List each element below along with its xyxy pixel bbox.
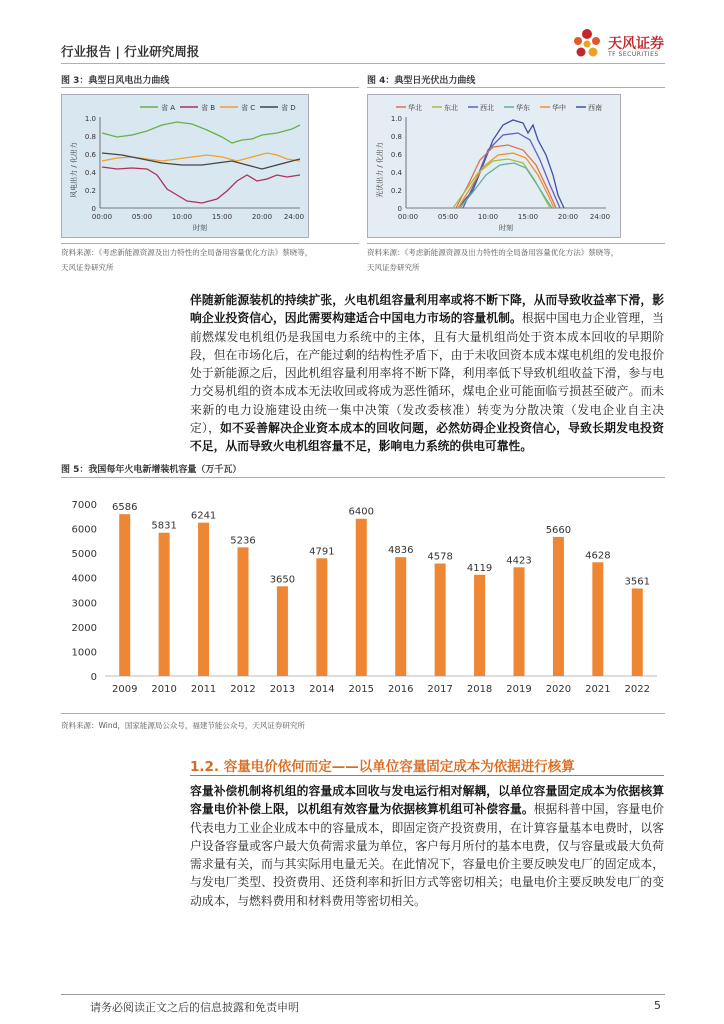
fig5-data-label: 4791 bbox=[309, 546, 335, 558]
fig5-xtick-label: 2019 bbox=[506, 684, 532, 695]
section-title-underline bbox=[190, 775, 664, 776]
company-logo-name: 天风证券 bbox=[608, 36, 664, 52]
paragraph1-bold-lead: 伴随新能源装机的持续扩张，火电机组容量利用率或将不断下降，从而导致收益率下滑，影响企业投资信心，因此需要构建适合中国电力市场的容量机制。 bbox=[190, 293, 664, 326]
fig5-data-label: 6586 bbox=[111, 502, 138, 514]
fig5-ytick-label: 5000 bbox=[71, 549, 97, 561]
fig4-ytick: 0.6 bbox=[390, 151, 402, 159]
fig3-ytick: 0.8 bbox=[84, 133, 96, 141]
fig4-ytick: 0.8 bbox=[390, 133, 402, 141]
paragraph-capacity-price bbox=[190, 782, 664, 910]
fig3-legend-c: 省 C bbox=[241, 104, 256, 112]
fig3-legend-d: 省 D bbox=[281, 104, 296, 112]
fig5-ytick-label: 7000 bbox=[71, 500, 97, 511]
fig3-ytick: 0 bbox=[91, 205, 96, 213]
fig5-title-divider bbox=[61, 477, 665, 478]
paragraph1-body: 根据中国电力企业管理，当前燃煤发电机组仍是我国电力系统中的主体，且有大量机组尚处于资本成本回收的早期阶段，但在市场化后，在产能过剩的结构性矛盾下，由于未收回资本成本煤电机组的发电报价处于新能源之后，因此机组容量利用率将不断下降，利用率低下导致机组收益下滑，参与电力交易机组的资本成本无法收回或将成为恶性循环，煤电企业可能面临亏损甚至破产。而未来新的电力设施建设由统一集中决策（发改委核准）转变为分散决策（发电企业自主决定）， bbox=[190, 311, 664, 436]
fig5-ytick-label: 2000 bbox=[71, 622, 97, 634]
fig5-bottom-divider bbox=[61, 713, 665, 714]
fig4-legend-huadong: 华东 bbox=[516, 104, 530, 112]
fig5-xtick-label: 2010 bbox=[151, 684, 177, 695]
fig5-bar bbox=[119, 514, 130, 676]
fig4-ytick: 1.0 bbox=[390, 115, 402, 123]
fig3-ylabel: 风电出力 / 化出力 bbox=[70, 142, 78, 198]
fig3-xtick: 00:00 bbox=[91, 213, 113, 221]
fig5-xtick-label: 2013 bbox=[269, 684, 296, 695]
fig5-xtick-label: 2014 bbox=[309, 684, 335, 695]
fig5-bar bbox=[356, 519, 367, 676]
fig4-source bbox=[367, 245, 665, 275]
fig5-ytick-label: 1000 bbox=[71, 647, 97, 659]
fig3-title: 图 3：典型日风电出力曲线 bbox=[61, 76, 170, 86]
fig5-xtick-label: 2020 bbox=[545, 684, 572, 695]
page-number: 5 bbox=[654, 999, 661, 1012]
report-header: 行业报告 | 行业研究周报 bbox=[61, 44, 200, 59]
fig5-bar bbox=[553, 537, 564, 676]
fig5-xtick-label: 2018 bbox=[466, 684, 493, 695]
fig3-xtick: 15:00 bbox=[211, 213, 233, 221]
fig3-xtick: 10:00 bbox=[171, 213, 193, 221]
fig4-title: 图 4：典型日光伏出力曲线 bbox=[367, 76, 476, 86]
fig5-ytick-label: 4000 bbox=[71, 573, 97, 585]
fig5-xtick-label: 2015 bbox=[348, 684, 375, 695]
company-logo-sub: TF SECURITIES bbox=[608, 51, 659, 58]
fig3-chart-svg bbox=[62, 95, 308, 237]
fig3-ytick: 0.4 bbox=[84, 169, 96, 177]
fig5-bar bbox=[159, 533, 170, 676]
fig5-source: 资料来源：Wind，国家能源局公众号，福建节能公众号，天风证券研究所 bbox=[61, 721, 305, 730]
header-divider bbox=[61, 63, 665, 64]
fig5-bar bbox=[277, 586, 288, 676]
fig5-data-label: 4628 bbox=[585, 550, 611, 562]
fig5-data-label: 4578 bbox=[427, 551, 453, 563]
fig5-xtick-label: 2017 bbox=[427, 684, 453, 695]
fig5-bar bbox=[592, 562, 603, 676]
fig4-legend-xibei: 西北 bbox=[480, 104, 494, 112]
paragraph1-bold-tail: 如不妥善解决企业资本成本的回收问题，必然妨碍企业投资信心，导致长期发电投资不足，从而导致火电机组容量不足，影响电力系统的供电可靠性。 bbox=[190, 421, 664, 454]
fig5-bar bbox=[395, 557, 406, 676]
fig5-data-label: 5660 bbox=[545, 524, 572, 536]
fig4-xtick: 00:00 bbox=[397, 213, 419, 221]
fig3-source-line2: 天风证券研究所 bbox=[61, 263, 114, 272]
fig3-ytick: 1.0 bbox=[84, 115, 96, 123]
fig5-xtick-label: 2011 bbox=[190, 684, 217, 695]
fig4-legend-huazhong: 华中 bbox=[552, 104, 566, 112]
fig4-ytick: 0 bbox=[397, 205, 402, 213]
fig4-source-line2: 天风证券研究所 bbox=[367, 263, 420, 272]
fig5-ytick-label: 6000 bbox=[71, 524, 97, 536]
fig5-bar bbox=[316, 558, 327, 676]
fig4-xtick: 10:00 bbox=[477, 213, 499, 221]
fig5-bar-chart bbox=[61, 490, 665, 700]
fig4-xtick: 05:00 bbox=[437, 213, 459, 221]
fig4-bottom-divider bbox=[367, 243, 665, 244]
fig5-data-label: 5236 bbox=[230, 535, 256, 547]
fig5-bar bbox=[632, 589, 643, 676]
fig5-data-label: 4836 bbox=[387, 545, 414, 557]
fig5-data-label: 5831 bbox=[151, 520, 177, 532]
fig3-ytick: 0.6 bbox=[84, 151, 96, 159]
fig4-legend-dongbei: 东北 bbox=[444, 104, 458, 112]
fig4-source-line1: 资料来源：《考虑新能源资源及出力特性的全局备用容量优化方法》蔡晓等， bbox=[367, 248, 619, 257]
paragraph2-bold-lead: 容量补偿机制将机组的容量成本回收与发电运行相对解耦，以单位容量固定成本为依据核算容量电价补偿上限，以机组有效容量为依据核算机组可补偿容量。 bbox=[190, 784, 664, 817]
fig3-ytick: 0.2 bbox=[84, 187, 96, 195]
fig3-source-line1: 资料来源：《考虑新能源资源及出力特性的全局备用容量优化方法》蔡晓等， bbox=[61, 248, 313, 257]
fig4-xtick: 24:00 bbox=[589, 213, 611, 221]
fig5-ytick-label: 3000 bbox=[71, 598, 97, 610]
fig5-bar bbox=[474, 575, 485, 676]
fig4-ylabel: 光伏出力 / 化出力 bbox=[376, 142, 384, 198]
fig4-title-divider bbox=[367, 87, 665, 88]
fig5-xtick-label: 2016 bbox=[387, 684, 414, 695]
fig3-chart bbox=[61, 94, 309, 238]
company-logo-icon bbox=[568, 26, 606, 62]
fig5-xtick-label: 2021 bbox=[585, 684, 611, 695]
footer-divider bbox=[61, 994, 665, 995]
section-title: 1.2. 容量电价依何而定——以单位容量固定成本为依据进行核算 bbox=[190, 759, 575, 775]
fig5-bar bbox=[198, 523, 209, 676]
fig5-data-label: 6400 bbox=[348, 506, 375, 518]
fig3-xtick: 20:00 bbox=[251, 213, 273, 221]
fig5-data-label: 4423 bbox=[506, 555, 532, 567]
fig5-data-label: 4119 bbox=[466, 562, 493, 574]
fig4-chart-svg bbox=[368, 95, 620, 237]
fig4-ytick: 0.4 bbox=[390, 169, 402, 177]
fig5-ytick-label: 0 bbox=[90, 672, 97, 683]
fig4-ytick: 0.2 bbox=[390, 187, 402, 195]
fig5-data-label: 3650 bbox=[269, 574, 296, 586]
fig4-chart bbox=[367, 94, 621, 238]
fig5-data-label: 6241 bbox=[190, 510, 217, 522]
fig5-title: 图 5：我国每年火电新增装机容量（万千瓦） bbox=[61, 465, 242, 475]
fig4-xtick: 15:00 bbox=[517, 213, 539, 221]
fig4-xtick: 20:00 bbox=[557, 213, 579, 221]
fig5-bar bbox=[238, 547, 249, 676]
fig4-xlabel: 时刻 bbox=[499, 224, 513, 232]
fig5-bar bbox=[435, 564, 446, 676]
fig4-legend-xinan: 西南 bbox=[588, 104, 602, 112]
fig4-legend-huabei: 华北 bbox=[408, 104, 422, 112]
paragraph2-body: 根据科普中国，容量电价代表电力工业企业成本中的容量成本，即固定资产投资费用，在计算容量基本电费时，以客户设备容量或客户最大负荷需求量为单位，客户每月所付的基本电费，仅与容量或最大负荷需求量有关，而与其实际用电量无关。在此情况下，容量电价主要反映发电厂的固定成本，与发电厂类型、投资费用、还贷利率和折旧方式等密切相关；电量电价主要反映发电厂的变动成本，与燃料费用和材料费用等密切相关。 bbox=[190, 802, 664, 908]
fig5-xtick-label: 2022 bbox=[624, 684, 651, 695]
fig5-bar bbox=[514, 567, 525, 676]
fig5-xtick-label: 2009 bbox=[111, 684, 138, 695]
fig3-bottom-divider bbox=[61, 243, 359, 244]
footer-disclaimer: 请务必阅读正文之后的信息披露和免责申明 bbox=[90, 1001, 299, 1014]
fig3-legend-b: 省 B bbox=[201, 104, 216, 112]
fig3-source bbox=[61, 245, 359, 275]
paragraph-capacity-utilization bbox=[190, 291, 664, 456]
fig3-xtick: 24:00 bbox=[283, 213, 305, 221]
fig5-xtick-label: 2012 bbox=[230, 684, 256, 695]
fig3-xlabel: 时刻 bbox=[193, 224, 207, 232]
fig3-xtick: 05:00 bbox=[131, 213, 153, 221]
fig5-data-label: 3561 bbox=[624, 576, 651, 588]
fig3-legend-a: 省 A bbox=[161, 104, 176, 112]
fig3-title-divider bbox=[61, 87, 359, 88]
